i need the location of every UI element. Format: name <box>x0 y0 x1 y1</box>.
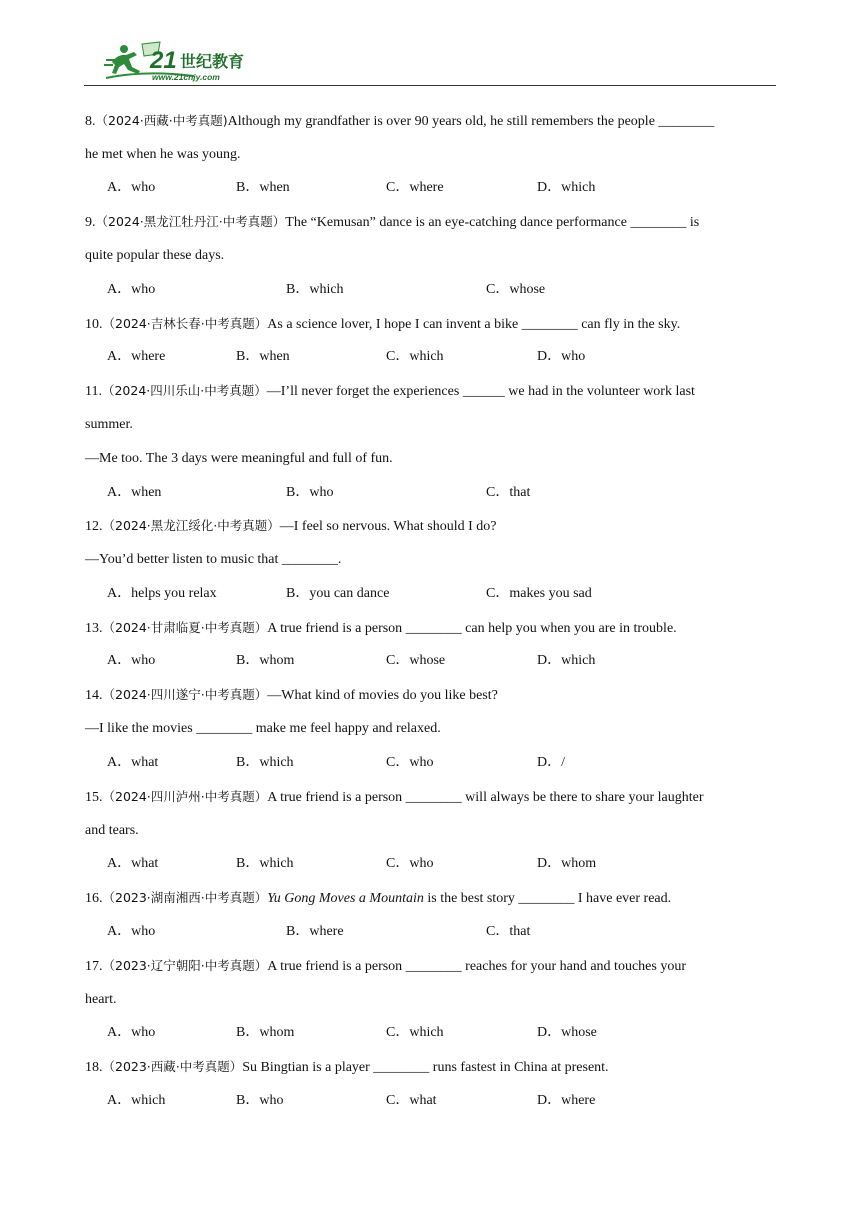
question-stem-continued <box>85 822 775 840</box>
question-stem <box>85 619 775 638</box>
number-separator: . <box>99 1060 103 1075</box>
answer-option: A．where <box>107 349 166 364</box>
answer-option: B．where <box>286 924 344 939</box>
stem-text: Although my grandfather is over 90 years old, he still remembers the people ________ <box>227 114 715 129</box>
answer-option: C．whose <box>386 653 446 668</box>
question-source: （2023·湖南湘西·中考真题） <box>102 890 268 905</box>
question-stem-continued <box>85 416 775 434</box>
answer-option: B．whom <box>236 653 295 668</box>
runner-logo-icon <box>104 40 274 84</box>
question-stem-continued <box>85 991 775 1009</box>
answer-option: B．who <box>286 485 334 500</box>
question-stem <box>85 957 775 976</box>
svg-text:21: 21 <box>150 47 177 74</box>
question-number: 15 <box>85 790 99 805</box>
stem-text: quite popular these days. <box>85 248 225 263</box>
answer-option: B．whom <box>236 1025 295 1040</box>
answer-option: D．which <box>537 180 596 195</box>
question-number: 10 <box>85 317 99 332</box>
answer-option: A．which <box>107 1093 166 1108</box>
stem-text: is the best story ________ I have ever read. <box>423 891 672 906</box>
question-source: （2024·黑龙江绥化·中考真题） <box>102 518 280 533</box>
answer-option: C．what <box>386 1093 437 1108</box>
question-number: 16 <box>85 891 99 906</box>
stem-text: As a science lover, I hope I can invent a bike ________ can fly in the sky. <box>267 317 681 332</box>
stem-text: he met when he was young. <box>85 147 241 162</box>
number-separator: . <box>99 317 103 332</box>
stem-text: and tears. <box>85 823 139 838</box>
number-separator: . <box>99 959 103 974</box>
question-source: （2024·甘肃临夏·中考真题） <box>102 620 268 635</box>
answer-option: C．that <box>486 485 531 500</box>
question-stem-continued <box>85 247 775 265</box>
number-separator: . <box>99 790 103 805</box>
answer-option: B．when <box>236 180 290 195</box>
question-source: （2024·四川遂宁·中考真题） <box>102 687 268 702</box>
answer-option: B．which <box>236 755 294 770</box>
question-stem <box>85 788 775 807</box>
header-divider <box>84 85 776 86</box>
brand-logo <box>104 40 274 84</box>
stem-text: —Me too. The 3 days were meaningful and full of fun. <box>85 451 393 466</box>
stem-text: A true friend is a person ________ reaches for your hand and touches your <box>267 959 686 974</box>
stem-text: —What kind of movies do you like best? <box>267 688 498 703</box>
answer-option: C．that <box>486 924 531 939</box>
question-source: （2024·西藏·中考真题) <box>95 113 228 128</box>
stem-text: Su Bingtian is a player ________ runs fastest in China at present. <box>242 1060 609 1075</box>
answer-option: C．which <box>386 349 444 364</box>
question-stem <box>85 112 775 131</box>
question-source: （2024·四川乐山·中考真题） <box>101 383 267 398</box>
story-title: Yu Gong Moves a Mountain <box>267 891 424 906</box>
question-stem <box>85 686 775 705</box>
question-stem-continued <box>85 551 775 569</box>
stem-text: —You’d better listen to music that ________. <box>85 552 342 567</box>
answer-option: A．what <box>107 856 159 871</box>
answer-option: B．you can dance <box>286 586 390 601</box>
answer-option: D．whom <box>537 856 597 871</box>
answer-option: C．who <box>386 856 434 871</box>
question-source: （2023·西藏·中考真题） <box>102 1059 243 1074</box>
answer-option: C．where <box>386 180 444 195</box>
question-source: （2024·四川泸州·中考真题） <box>102 789 268 804</box>
answer-option: B．who <box>236 1093 284 1108</box>
stem-text: A true friend is a person ________ can help you when you are in trouble. <box>267 621 677 636</box>
answer-option: B．which <box>236 856 294 871</box>
answer-option: B．which <box>286 282 344 297</box>
number-separator: . <box>92 114 96 129</box>
number-separator: . <box>99 519 103 534</box>
answer-option: A．who <box>107 180 156 195</box>
answer-option: A．helps you relax <box>107 586 217 601</box>
answer-option: C．who <box>386 755 434 770</box>
question-number: 14 <box>85 688 99 703</box>
number-separator: . <box>92 215 96 230</box>
answer-option: D．where <box>537 1093 596 1108</box>
answer-option: A．what <box>107 755 159 770</box>
number-separator: . <box>98 384 102 399</box>
question-stem <box>85 213 775 232</box>
question-stem <box>85 517 775 536</box>
question-stem-continued <box>85 720 775 738</box>
answer-option: B．when <box>236 349 290 364</box>
question-stem <box>85 889 775 908</box>
number-separator: . <box>99 688 103 703</box>
question-source: （2024·黑龙江牡丹江·中考真题） <box>95 214 286 229</box>
question-stem-continued <box>85 146 775 164</box>
question-number: 18 <box>85 1060 99 1075</box>
stem-text: —I feel so nervous. What should I do? <box>279 519 497 534</box>
question-number: 11 <box>85 384 99 399</box>
question-source: （2023·辽宁朝阳·中考真题） <box>102 958 268 973</box>
question-stem <box>85 382 775 401</box>
stem-text: —I like the movies ________ make me feel happy and relaxed. <box>85 721 441 736</box>
stem-text: heart. <box>85 992 117 1007</box>
number-separator: . <box>99 621 103 636</box>
answer-option: C．whose <box>486 282 546 297</box>
stem-text: The “Kemusan” dance is an eye-catching dance performance ________ is <box>285 215 700 230</box>
question-number: 8 <box>85 114 92 129</box>
stem-text: summer. <box>85 417 133 432</box>
answer-option: D．who <box>537 349 586 364</box>
number-separator: . <box>99 891 103 906</box>
question-stem <box>85 315 775 334</box>
answer-option: A．who <box>107 653 156 668</box>
question-number: 12 <box>85 519 99 534</box>
question-source: （2024·吉林长春·中考真题） <box>102 316 268 331</box>
question-number: 17 <box>85 959 99 974</box>
answer-option: A．when <box>107 485 162 500</box>
stem-text: —I’ll never forget the experiences ______ we had in the volunteer work last <box>266 384 695 399</box>
answer-option: A．who <box>107 924 156 939</box>
answer-option: C．which <box>386 1025 444 1040</box>
question-number: 9 <box>85 215 92 230</box>
answer-option: D．/ <box>537 755 565 770</box>
stem-text: A true friend is a person ________ will always be there to share your laughter <box>267 790 704 805</box>
answer-option: D．whose <box>537 1025 597 1040</box>
answer-option: C．makes you sad <box>486 586 592 601</box>
page-header <box>0 0 860 90</box>
question-number: 13 <box>85 621 99 636</box>
answer-option: D．which <box>537 653 596 668</box>
svg-text:www.21cnjy.com: www.21cnjy.com <box>152 72 220 82</box>
answer-option: A．who <box>107 282 156 297</box>
answer-option: A．who <box>107 1025 156 1040</box>
svg-text:世纪教育: 世纪教育 <box>180 52 245 71</box>
question-stem <box>85 1058 775 1077</box>
question-stem-continued <box>85 450 775 468</box>
